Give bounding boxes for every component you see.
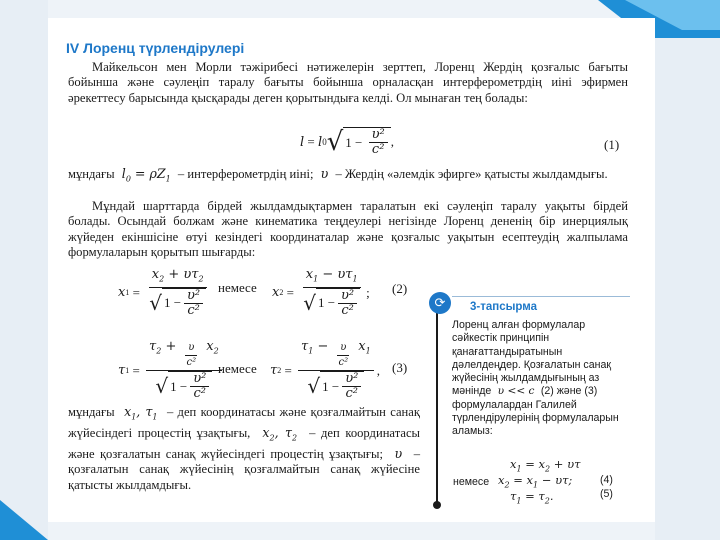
task-box-rule-top — [452, 296, 630, 297]
task-box-title: 3-тапсырма — [470, 301, 538, 313]
frame-right — [655, 0, 720, 540]
paragraph-1: Майкельсон мен Морли тәжірибесі нәтижелерін зерттеп, Лоренц Жердің қозғалыс бағыты бойынша және сәулеңіп таралу бағыты бойынша орналасқан интерферометрдің иіні эфирмен әрекеттесу барысында қысқарады деген қорытындыға келді. Ол мынаған тең болады: — [68, 60, 628, 105]
frame-top — [48, 0, 655, 18]
refresh-icon: ⟳ — [429, 292, 451, 314]
equation-2a: x 1 = $x_2 + \upsilon\tau_2$ √ 1 − $\frac{\text{υ²}}{\text{c²}}$ — [118, 268, 212, 318]
task-box-rule-vertical — [436, 308, 438, 504]
paragraph-2: мұндағы $l_0 = \rho Z_1$ – интерферометрдің иіні; υ – Жердің «әлемдік эфирге» қатысты жылдамдығы. — [68, 166, 608, 184]
nemese-1: немесе — [218, 280, 257, 295]
equation-5-number: (5) — [600, 488, 613, 500]
frame-left — [0, 0, 48, 540]
equation-3b: τ 2 = $\tau_1$ − $\frac{\upsilon}{\text{c²}}$ $x_1$ √ 1 − $\frac{\text{υ²}}{\text{c²}}$ , — [270, 339, 380, 401]
task-box-text: Лоренц алған формулалар сәйкестік принципін қанағаттандыратынын дәлелдеңдер. Қозғалатын санақ жүйесінің жылдамдығының аз мәнінде υ << c (2) және (3) формулалардан Галилей түрлендірулерінің формулаларын аламыз: — [452, 319, 619, 438]
galilean-equation-c: $\tau_1 = \tau_2$. — [510, 489, 554, 506]
section-heading: IV Лоренц түрлендірулері — [66, 40, 245, 56]
paragraph-4: мұндағы $x_1$, $\tau_1$ – деп координатасы және қозғалмайтын санақ жүйесіндегі процестің ұзақтығы, $x_2$, $\tau_2$ – деп координатасы және қозғалатын санақ жүйесіндегі процестің ұзақтығы; υ – қозғалатын санақ жүйесінің қозғалмайтын санақ жүйесіне қатысты жылдамдығы. — [68, 404, 420, 492]
paragraph-3: Мұндай шарттарда бірдей жылдамдықтармен таралатын екі сәулеңіп таралу уақыты бірдей болады. Осындай болжам және кинематика теңдеулері негізінде Лоренц дененің бір инерциялық жүйеден екіншісіне өтуі кезіндегі координаталар және қозғалыс уақытын есептеудің жалпылама формулаларын қорытып шығарды: — [68, 199, 628, 260]
equation-3-number: (3) — [392, 360, 408, 375]
equation-4-number: (4) — [600, 474, 613, 486]
equation-3a: τ 1 = $\tau_2$ + $\frac{\upsilon}{\text{c²}}$ $x_2$ √ 1 − $\frac{\text{υ²}}{\text{c²}}$ — [118, 340, 225, 401]
task-box-dot — [433, 501, 441, 509]
galilean-equation-a: $x_1 = x_2 + \upsilon\tau$ — [510, 457, 581, 474]
equation-1-number: (1) — [604, 137, 620, 152]
equation-2-number: (2) — [392, 281, 408, 296]
equation-2b: x 2 = $x_1 - \upsilon\tau_1$ √ 1 − $\frac{\text{υ²}}{\text{c²}}$ ; — [272, 267, 370, 318]
task-nemese: немесе — [453, 476, 490, 488]
frame-bottom — [48, 522, 655, 540]
equation-1: l = l 0 √ 1 − $\frac{\text{υ²}}{\text{c²}}$ , — [300, 127, 394, 157]
nemese-2: немесе — [218, 361, 257, 376]
galilean-equation-b: $x_2 = x_1 - \upsilon\tau$; — [498, 473, 573, 490]
